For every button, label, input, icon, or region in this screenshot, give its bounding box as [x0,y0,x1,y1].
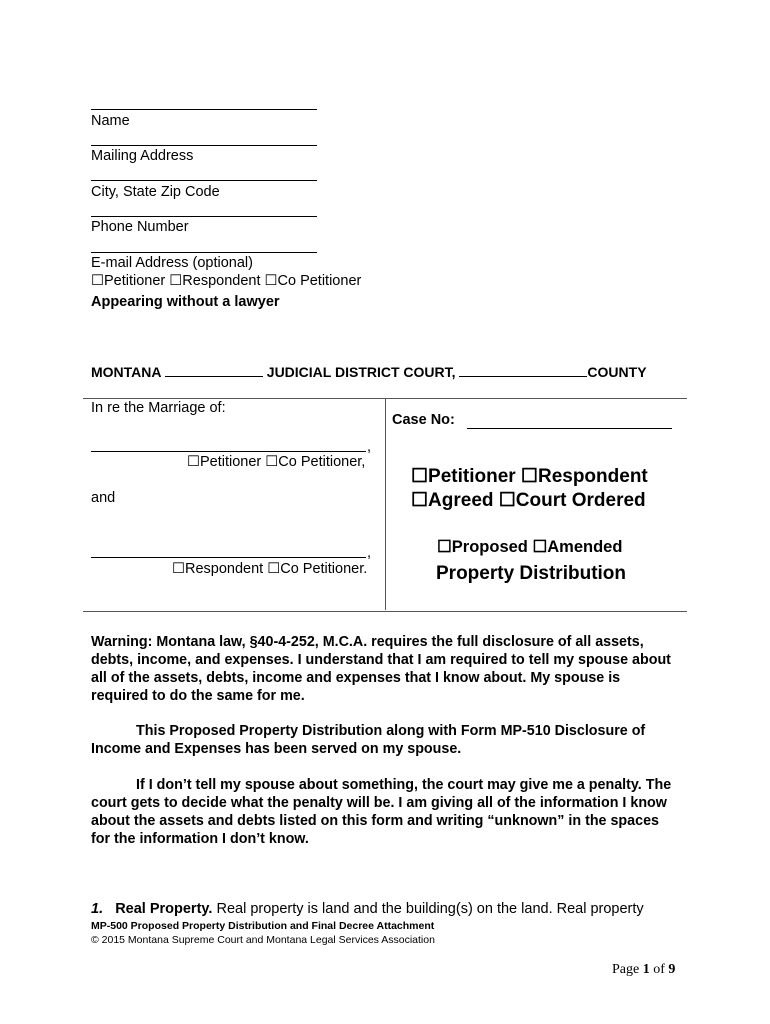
footer-copyright: © 2015 Montana Supreme Court and Montana Legal Services Association [91,934,435,946]
name-blank-line[interactable] [91,109,317,110]
footer-form-title: MP-500 Proposed Property Distribution and Final Decree Attachment [91,920,435,932]
section-heading: Real Property. [115,901,213,917]
district-number-blank[interactable] [165,364,263,377]
page-total: 9 [668,962,676,977]
petitioner-comma: , [367,439,372,455]
court-state: MONTANA [91,364,161,380]
respondent-comma: , [367,545,372,561]
page-word: Page [612,962,640,977]
name-label: Name [91,113,130,129]
court-judicial-district: JUDICIAL DISTRICT COURT, [266,364,456,380]
case-number-label: Case No: [392,412,455,428]
section-real-property [91,901,644,917]
page-number [612,962,675,978]
proposed-amended-checkboxes[interactable]: ☐Proposed ☐Amended [437,538,623,556]
email-blank-line[interactable] [91,252,317,253]
served-paragraph: This Proposed Property Distribution along with Form MP-510 Disclosure of Income and Expenses has been served on my spouse. [91,723,646,757]
mailing-address-label: Mailing Address [91,148,194,164]
respondent-checkboxes[interactable]: ☐Respondent ☐Co Petitioner. [172,561,368,577]
penalty-paragraph: If I don’t tell my spouse about something, the court may give me a penalty. The court gets to decide what the penalty will be. I am giving all of the information I know about the assets and debts listed on this form and writing “unknown” in the spaces for the information I don’t know. [91,777,672,847]
appearing-without-lawyer: Appearing without a lawyer [91,294,280,310]
city-state-zip-label: City, State Zip Code [91,184,220,200]
mailing-address-blank-line[interactable] [91,145,317,146]
court-heading [91,364,647,380]
section-text: Real property is land and the building(s) on the land. Real property [216,901,644,917]
party-checkboxes[interactable]: ☐Petitioner ☐Respondent ☐Co Petitioner [91,273,362,289]
party-role-checkboxes[interactable]: ☐Petitioner ☐Respondent [411,466,648,487]
respondent-name-blank[interactable] [91,557,366,558]
phone-blank-line[interactable] [91,216,317,217]
court-county: COUNTY [587,364,647,380]
and-label: and [91,490,116,506]
county-name-blank[interactable] [459,364,587,377]
section-number: 1. [91,901,104,917]
warning-paragraph: Warning: Montana law, §40-4-252, M.C.A. requires the full disclosure of all assets, debts, income, and expenses. I understand that I am required to tell my spouse about all of the assets, debts, income and expenses that I know about. My spouse is required to do the same for me. [91,634,671,704]
petitioner-checkboxes[interactable]: ☐Petitioner ☐Co Petitioner, [187,454,366,470]
case-number-row [392,412,455,428]
city-state-zip-blank-line[interactable] [91,180,317,181]
document-title: Property Distribution [436,563,627,584]
agreement-type-checkboxes[interactable]: ☐Agreed ☐Court Ordered [411,490,646,511]
page-current: 1 [642,962,650,977]
phone-label: Phone Number [91,219,189,235]
in-re-marriage-label: In re the Marriage of: [91,400,226,416]
email-label: E-mail Address (optional) [91,255,253,271]
caption-divider [385,398,386,610]
case-number-blank[interactable] [467,428,672,429]
petitioner-name-blank[interactable] [91,451,366,452]
page-of: of [653,962,665,977]
